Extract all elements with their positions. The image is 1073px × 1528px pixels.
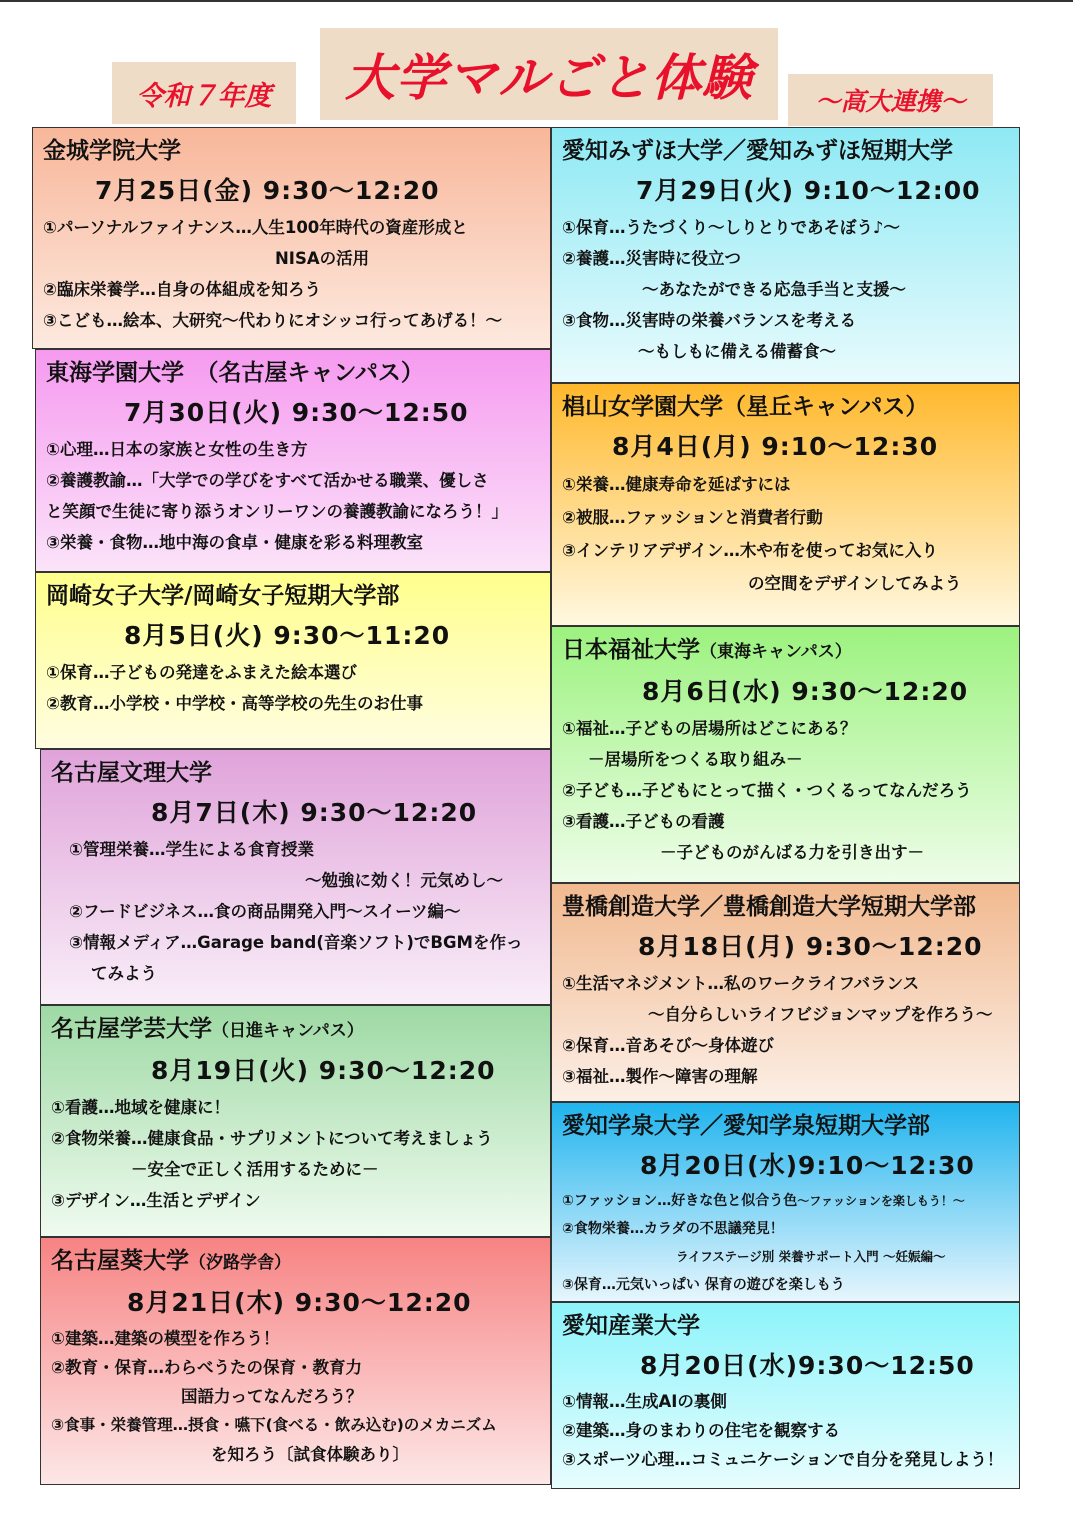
event-date: 8月5日(火) 9:30～11:20 [124,621,451,650]
program-item: ③スポーツ心理…コミュニケーションで自分を発見しよう！ [562,1450,1004,1469]
campus-name: （汐路学舎） [189,1253,291,1273]
program-item: ①情報…生成AIの裏側 [562,1392,727,1411]
program-item: ③看護…子どもの看護 [562,812,725,831]
program-item [562,1187,1009,1215]
event-date: 8月7日(木) 9:30～12:20 [151,798,478,827]
program-item: ～もしもに備える備蓄食～ [638,342,836,361]
program-item: ①保育…子どもの発達をふまえた絵本選び [46,663,357,682]
header-year: 令和７年度 [112,62,296,124]
program-item-note: ～ファッションを楽しもう！～ [797,1194,965,1208]
university-name: 岡崎女子大学/岡崎女子短期大学部 [46,583,400,609]
event-date: 8月20日(水)9:30～12:50 [640,1351,975,1380]
program-item: －安全で正しく活用するために－ [131,1160,379,1179]
card-fukushi [551,626,1020,883]
program-item: ③栄養・食物…地中海の食卓・健康を彩る料理教室 [46,533,423,552]
program-item: ～自分らしいライフビジョンマップを作ろう～ [648,1005,993,1024]
top-rule [0,0,1073,2]
program-item-main: ①ファッション…好きな色と似合う色 [562,1193,798,1209]
event-date: 8月19日(火) 9:30～12:20 [151,1056,496,1085]
program-item: ②養護教諭…「大学での学びをすべて活かせる職業、優しさ [46,471,489,490]
program-item: ①管理栄養…学生による食育授業 [69,840,314,859]
card-gakugei [40,1005,551,1237]
header-subtitle: ～高大連携～ [788,74,993,126]
program-item: ①栄養…健康寿命を延ばすには [562,475,791,494]
program-item: ③情報メディア…Garage band(音楽ソフト)でBGMを作っ [69,933,523,952]
program-item: －子どものがんばる力を引き出す－ [660,843,924,862]
university-name-main: 名古屋葵大学 [51,1248,189,1274]
program-item: を知ろう〔試食体験あり〕 [211,1445,409,1464]
university-name-main: 日本福祉大学 [562,637,700,663]
card-aoi [40,1237,551,1485]
program-item: てみよう [91,964,157,983]
program-item: ①心理…日本の家族と女性の生き方 [46,440,308,459]
campus-name: （東海キャンパス） [700,642,852,662]
university-name [562,635,1009,667]
event-date: 8月4日(月) 9:10～12:30 [612,432,939,461]
program-item: 国語力ってなんだろう？ [181,1387,363,1406]
program-item: ①保育…うたづくり～しりとりであそぼう♪～ [562,218,901,237]
card-toyo [551,883,1020,1102]
header-title: 大学マルごと体験 [320,28,778,120]
university-name: 東海学園大学 （名古屋キャンパス） [46,360,424,386]
program-item: ①建築…建築の模型を作ろう！ [51,1329,280,1348]
university-name [51,1246,540,1278]
program-item: ②被服…ファッションと消費者行動 [562,508,823,527]
campus-name: （日進キャンパス） [212,1021,364,1041]
program-item: －居場所をつくる取り組み－ [588,750,803,769]
card-kinjo [32,127,551,349]
event-date: 8月21日(木) 9:30～12:20 [127,1288,472,1317]
program-item: ②養護…災害時に役立つ [562,249,741,268]
program-item: ③保育…元気いっぱい 保育の遊びを楽しもう [562,1277,845,1293]
university-name: 名古屋文理大学 [51,760,212,786]
university-name: 金城学院大学 [43,138,181,164]
program-item: ②臨床栄養学…自身の体組成を知ろう [43,280,321,299]
university-name: 愛知みずほ大学／愛知みずほ短期大学 [562,138,953,164]
event-date: 8月18日(月) 9:30～12:20 [638,932,983,961]
program-item: ②フードビジネス…食の商品開発入門～スイーツ編～ [69,902,461,921]
card-okazaki [35,572,551,749]
university-name-main: 名古屋学芸大学 [51,1016,212,1042]
event-date: 7月25日(金) 9:30～12:20 [95,176,440,205]
program-item: ～あなたができる応急手当と支援～ [642,280,906,299]
program-item: ②子ども…子どもにとって描く・つくるってなんだろう [562,781,972,800]
card-gakusen [551,1102,1020,1302]
event-date: 7月29日(火) 9:10～12:00 [636,176,981,205]
program-item: ③福祉…製作～障害の理解 [562,1067,758,1086]
program-item: ①看護…地域を健康に！ [51,1098,230,1117]
program-item: ③デザイン…生活とデザイン [51,1191,261,1210]
program-item: の空間をデザインしてみよう [748,574,962,593]
program-item: ③こども…絵本、大研究～代わりにオシッコ行ってあげる！～ [43,311,503,330]
program-item: ①生活マネジメント…私のワークライフバランス [562,974,920,993]
university-name [51,1014,540,1046]
program-item: ②教育…小学校・中学校・高等学校の先生のお仕事 [46,694,423,713]
card-bunri [40,749,551,1005]
program-item: と笑顔で生徒に寄り添うオンリーワンの養護教諭になろう！」 [46,502,508,521]
program-item: ～勉強に効く！元気めし～ [305,871,503,890]
program-item: ②食物栄養…健康食品・サプリメントについて考えましょう [51,1129,493,1148]
card-mizuho [551,127,1020,383]
event-date: 8月20日(水)9:10～12:30 [640,1151,975,1180]
program-item: ②教育・保育…わらべうたの保育・教育力 [51,1358,362,1377]
program-item: ①福祉…子どもの居場所はどこにある？ [562,719,857,738]
program-item: NISAの活用 [275,249,370,268]
university-name: 愛知産業大学 [562,1313,700,1339]
program-item: ③食事・栄養管理…摂食・嚥下(食べる・飲み込む)のメカニズム [51,1416,497,1434]
program-item: ③インテリアデザイン…木や布を使ってお気に入り [562,541,938,560]
card-sugiyama [551,383,1020,626]
card-tokai [35,349,551,572]
university-name: 椙山女学園大学（星丘キャンパス） [562,394,929,420]
university-name: 豊橋創造大学／豊橋創造大学短期大学部 [562,894,976,920]
card-sangyo [551,1302,1020,1489]
program-item: ライフステージ別 栄養サポート入門 ～妊娠編～ [676,1249,946,1264]
university-name: 愛知学泉大学／愛知学泉短期大学部 [562,1113,930,1139]
event-date: 8月6日(水) 9:30～12:20 [642,677,969,706]
event-date: 7月30日(火) 9:30～12:50 [124,398,469,427]
program-item: ①パーソナルファイナンス…人生100年時代の資産形成と [43,218,468,237]
program-item: ②保育…音あそび～身体遊び [562,1036,774,1055]
program-item: ②食物栄養…カラダの不思議発見！ [562,1221,784,1237]
program-item: ③食物…災害時の栄養バランスを考える [562,311,856,330]
program-item: ②建築…身のまわりの住宅を観察する [562,1421,840,1440]
